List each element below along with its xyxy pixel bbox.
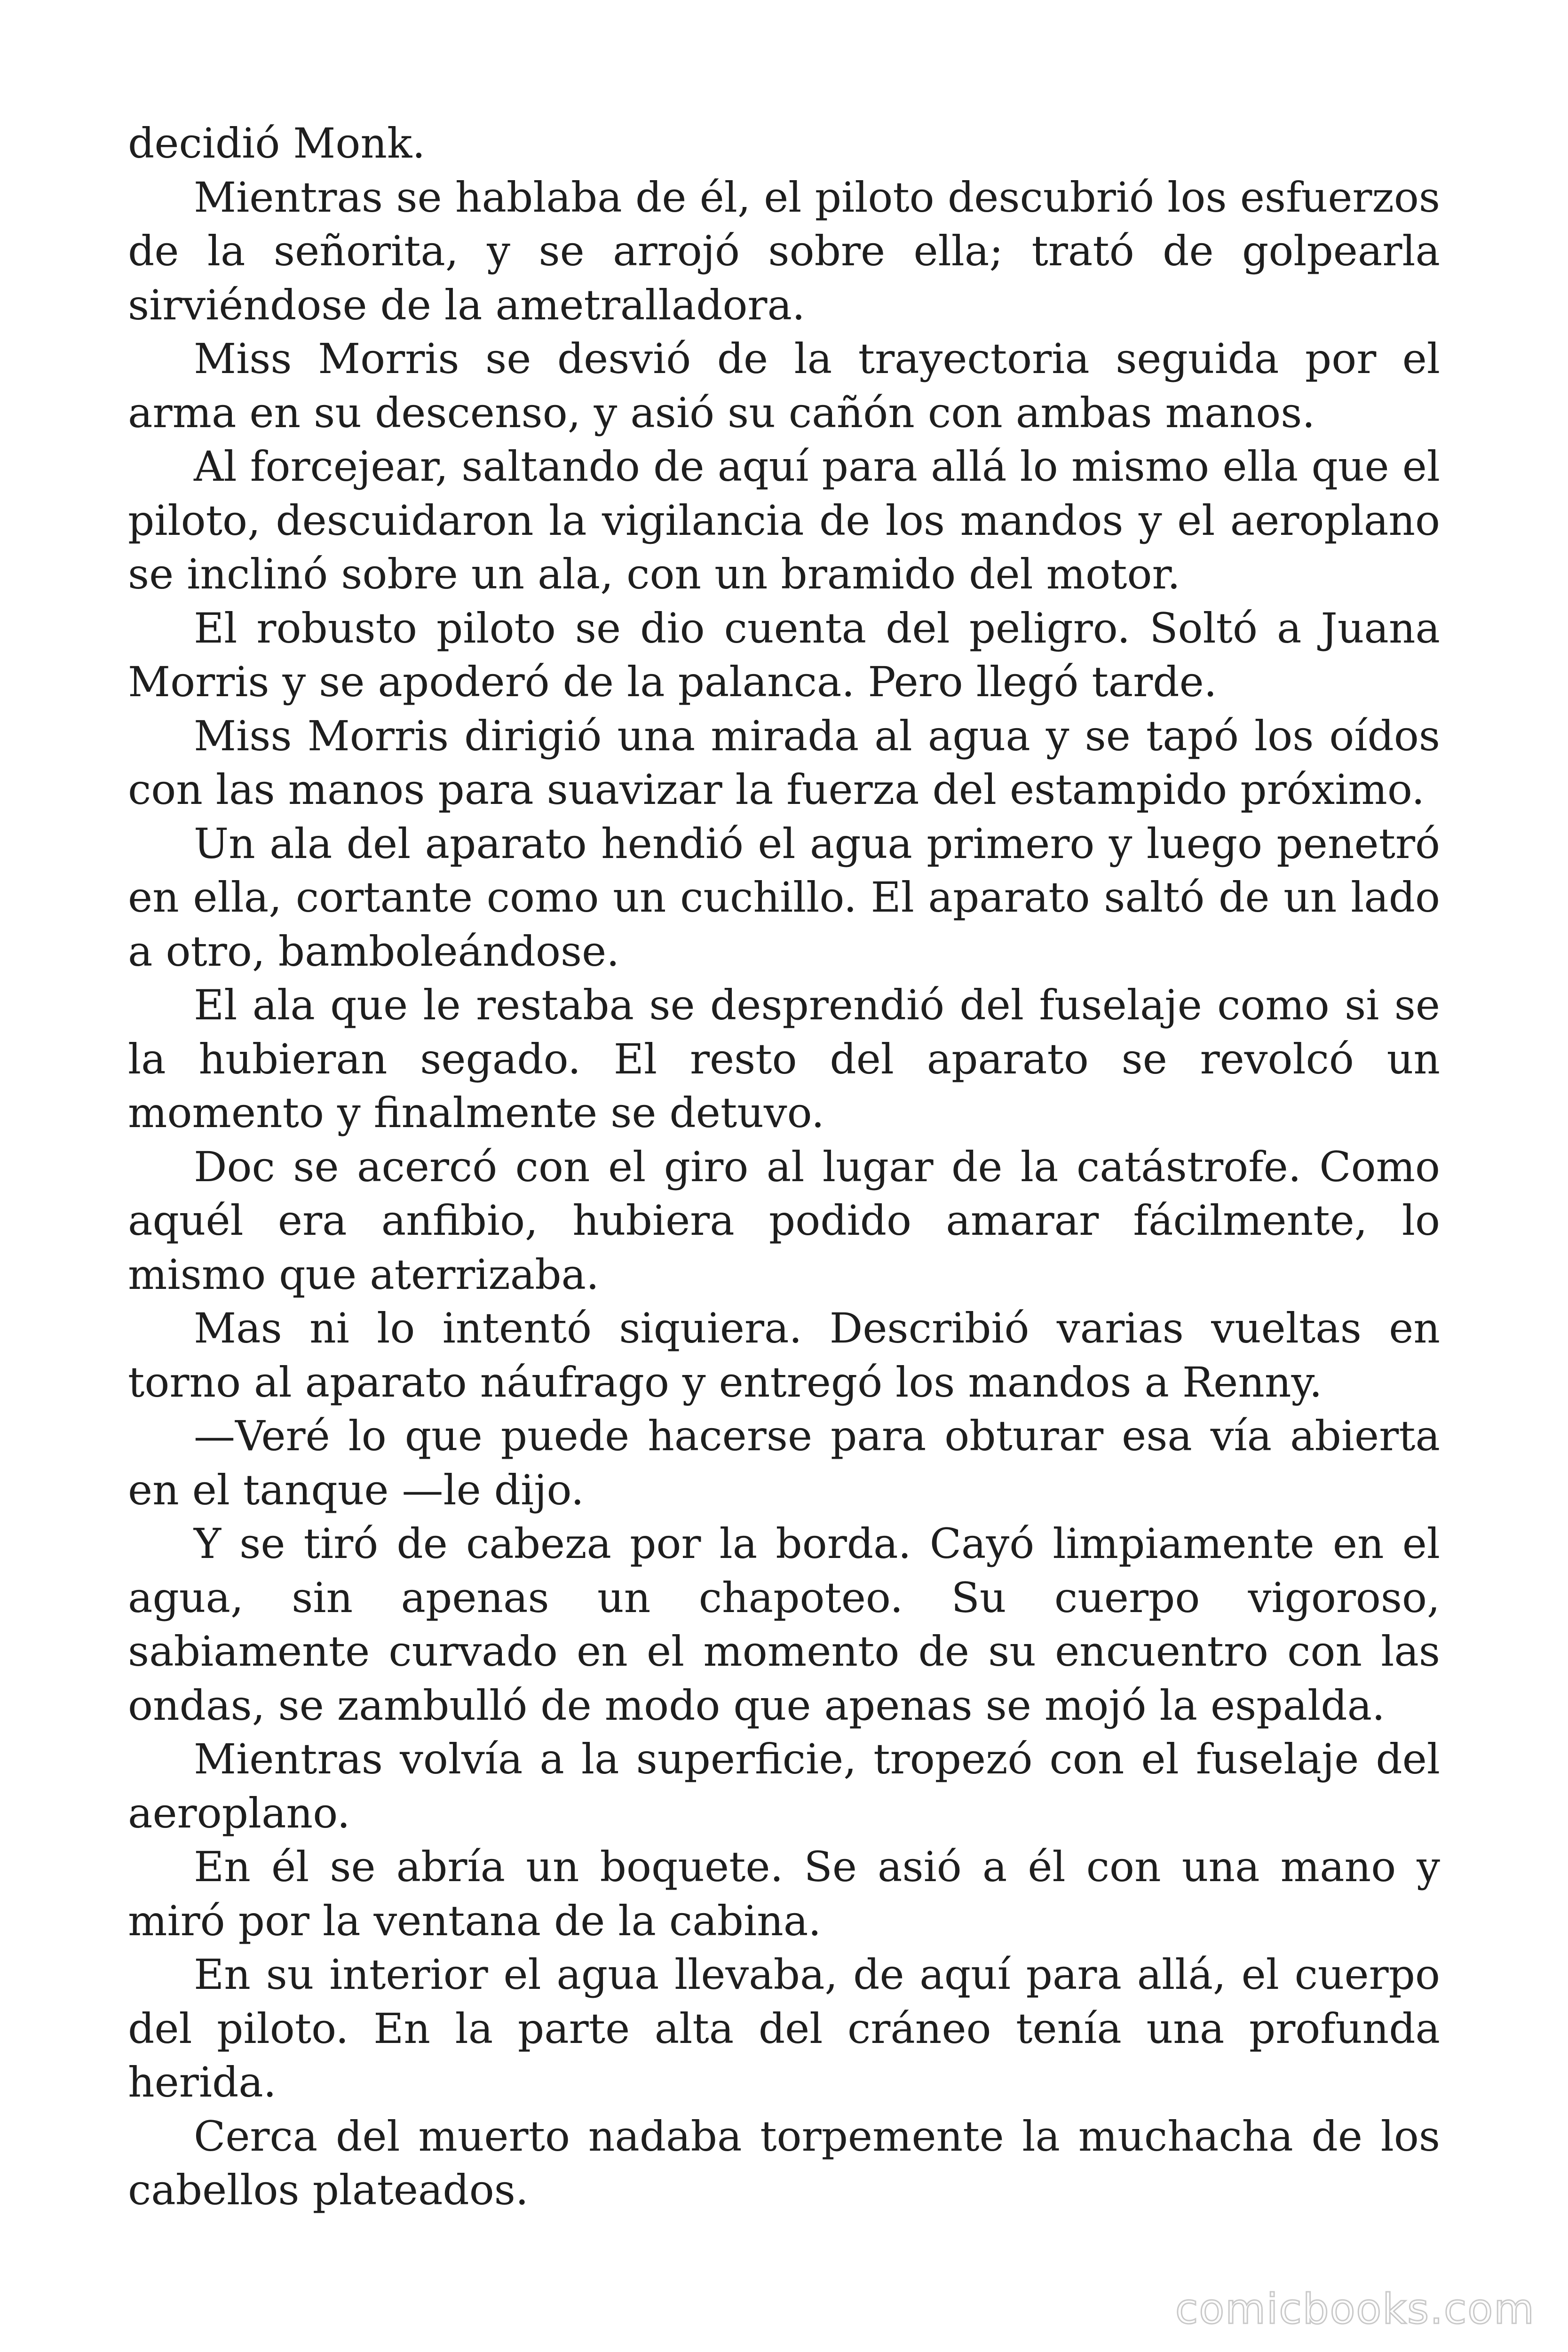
paragraph: —Veré lo que puede hacerse para obturar esa vía abierta en el tanque —le dijo. bbox=[128, 1412, 1440, 1514]
paragraph: Cerca del muerto nadaba torpemente la muchacha de los cabellos plateados. bbox=[128, 2112, 1440, 2214]
paragraph: Mientras se hablaba de él, el piloto descubrió los esfuerzos de la señorita, y se arrojó sobre ella; trató de golpearla sirviéndose de la ametralladora. bbox=[128, 173, 1440, 329]
watermark: comicbooks.com bbox=[1175, 2285, 1535, 2333]
paragraph: En su interior el agua llevaba, de aquí para allá, el cuerpo del piloto. En la parte alta del cráneo tenía una profunda herida. bbox=[128, 1950, 1440, 2106]
paragraph: Mientras volvía a la superficie, tropezó con el fuselaje del aeroplano. bbox=[128, 1735, 1440, 1837]
paragraph: En él se abría un boquete. Se asió a él con una mano y miró por la ventana de la cabina. bbox=[128, 1843, 1440, 1945]
paragraph: El ala que le restaba se desprendió del fuselaje como si se la hubieran segado. El resto del aparato se revolcó un momento y finalmente se detuvo. bbox=[128, 981, 1440, 1137]
paragraph: decidió Monk. bbox=[128, 119, 426, 167]
paragraph: Miss Morris dirigió una mirada al agua y se tapó los oídos con las manos para suavizar la fuerza del estampido próximo. bbox=[128, 711, 1440, 814]
paragraph: Mas ni lo intentó siquiera. Describió varias vueltas en torno al aparato náufrago y entregó los mandos a Renny. bbox=[128, 1304, 1440, 1406]
paragraph: Miss Morris se desvió de la trayectoria seguida por el arma en su descenso, y asió su cañón con ambas manos. bbox=[128, 334, 1440, 437]
page-body-text bbox=[128, 117, 1440, 2217]
paragraph: Y se tiró de cabeza por la borda. Cayó limpiamente en el agua, sin apenas un chapoteo. Su cuerpo vigoroso, sabiamente curvado en el momento de su encuentro con las ondas, se zambulló de modo que apenas se mojó la espalda. bbox=[128, 1519, 1440, 1730]
paragraph: Doc se acercó con el giro al lugar de la catástrofe. Como aquél era anfibio, hubiera podido amarar fácilmente, lo mismo que aterrizaba. bbox=[128, 1142, 1440, 1299]
paragraph: El robusto piloto se dio cuenta del peligro. Soltó a Juana Morris y se apoderó de la palanca. Pero llegó tarde. bbox=[128, 604, 1440, 706]
paragraph: Un ala del aparato hendió el agua primero y luego penetró en ella, cortante como un cuchillo. El aparato saltó de un lado a otro, bamboleándose. bbox=[128, 819, 1440, 976]
paragraph: Al forcejear, saltando de aquí para allá lo mismo ella que el piloto, descuidaron la vigilancia de los mandos y el aeroplano se inclinó sobre un ala, con un bramido del motor. bbox=[128, 442, 1440, 598]
